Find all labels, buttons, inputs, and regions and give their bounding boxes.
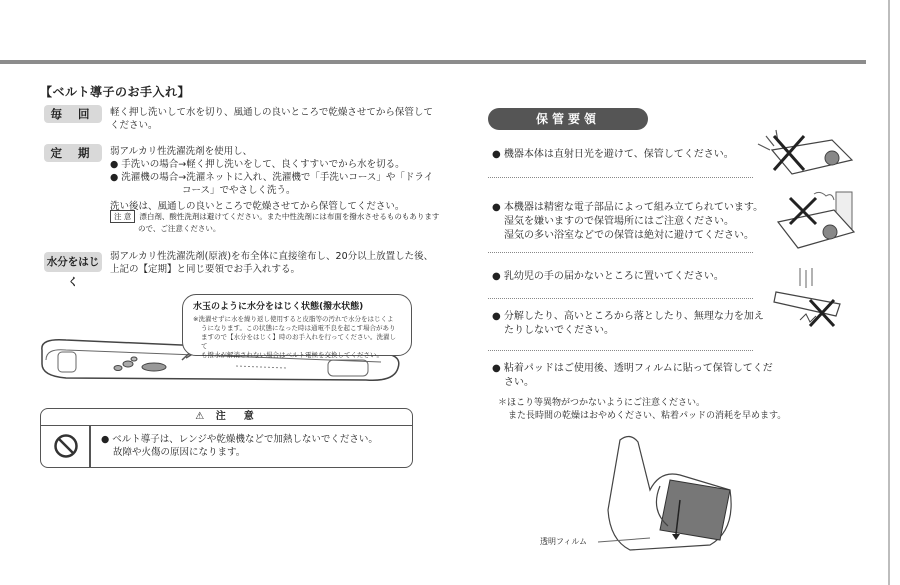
drop-warning-illustration bbox=[770, 266, 856, 336]
belt-care-title: 【ベルト導子のお手入れ】 bbox=[40, 85, 191, 99]
caution-text: ● ベルト導子は、レンジや乾燥機などで加熱しないでください。 故障や火傷の原因になります。 bbox=[101, 434, 378, 458]
storage-item-sunlight: ● 機器本体は直射日光を避けて、保管してください。 bbox=[492, 149, 734, 160]
film-label: 透明フィルム bbox=[540, 537, 588, 546]
water-repel-label: 水分をはじく bbox=[44, 252, 102, 272]
dotted-divider bbox=[488, 177, 753, 178]
page-edge-line bbox=[888, 0, 890, 585]
regular-note: 注 意 漂白剤、酸性洗剤は避けてください。また中性洗剤には布面を撥水させるものもあります ので、ご注意ください。 bbox=[110, 210, 439, 234]
regular-label: 定 期 bbox=[44, 144, 102, 162]
pad-care-note: ＊ほこり等異物がつかないようにご注意ください。 また長時間の乾燥はおやめください、粘着パッドの消耗を早めます。 bbox=[498, 398, 787, 421]
caution-header: ⚠ 注 意 bbox=[41, 409, 412, 426]
warning-triangle-icon: ⚠ bbox=[195, 411, 209, 422]
top-rule bbox=[0, 60, 866, 64]
caution-divider bbox=[89, 426, 91, 468]
sunlight-warning-illustration bbox=[752, 126, 856, 186]
regular-text: 弱アルカリ性洗濯洗剤を使用し、 ● 手洗いの場合→軽く押し洗いをして、良くすすいでから水を切る。 ● 洗濯機の場合→洗濯ネットに入れ、洗濯機で「手洗いコース」や「ドライ コース」でやさしく洗う。 洗い後は、風通しの良いところで乾燥させてから保管してください。 bbox=[110, 146, 434, 212]
dotted-divider bbox=[488, 350, 753, 351]
dotted-divider bbox=[488, 298, 753, 299]
every-time-label: 毎 回 bbox=[44, 105, 102, 123]
dotted-divider bbox=[488, 252, 753, 253]
water-repel-callout: 水玉のように水分をはじく状態(撥水状態) ※洗濯せずに水を繰り返し使用すると皮脂等の汚れで水分をはじくよ うになります。この状態になった時は通電不良を起こす場合があり ますので【水分をはじく】時のお手入れを行ってください。洗濯して も撥水が解消されない場合はベルト電極を交換してください。 bbox=[182, 294, 412, 356]
caution-box bbox=[40, 408, 413, 468]
note-label: 注 意 bbox=[110, 210, 135, 223]
humidity-warning-illustration bbox=[774, 188, 858, 258]
every-time-text: 軽く押し洗いして水を切り、風通しの良いところで乾燥させてから保管して ください。 bbox=[110, 107, 433, 131]
storage-item-humidity: ● 本機器は精密な電子部品によって組み立てられています。 湿気を嫌いますので保管場所にはご注意ください。 湿気の多い浴室などでの保管は絶対に避けてください。 bbox=[492, 202, 764, 241]
adhesive-pad-film-illustration bbox=[590, 430, 740, 560]
storage-item-handling: ● 分解したり、高いところから落としたり、無理な力を加え たりしないでください。 bbox=[492, 311, 764, 336]
storage-item-children: ● 乳幼児の手の届かないところに置いてください。 bbox=[492, 271, 724, 282]
water-repel-text: 弱アルカリ性洗濯洗剤(原液)を布全体に直接塗布し、20分以上放置した後、 上記の【定期】と同じ要領でお手入れする。 bbox=[110, 251, 434, 275]
prohibited-icon bbox=[53, 433, 79, 459]
storage-title: 保管要領 bbox=[488, 108, 648, 130]
storage-item-pad: ● 粘着パッドはご使用後、透明フィルムに貼って保管してくだ さい。 bbox=[492, 363, 773, 388]
